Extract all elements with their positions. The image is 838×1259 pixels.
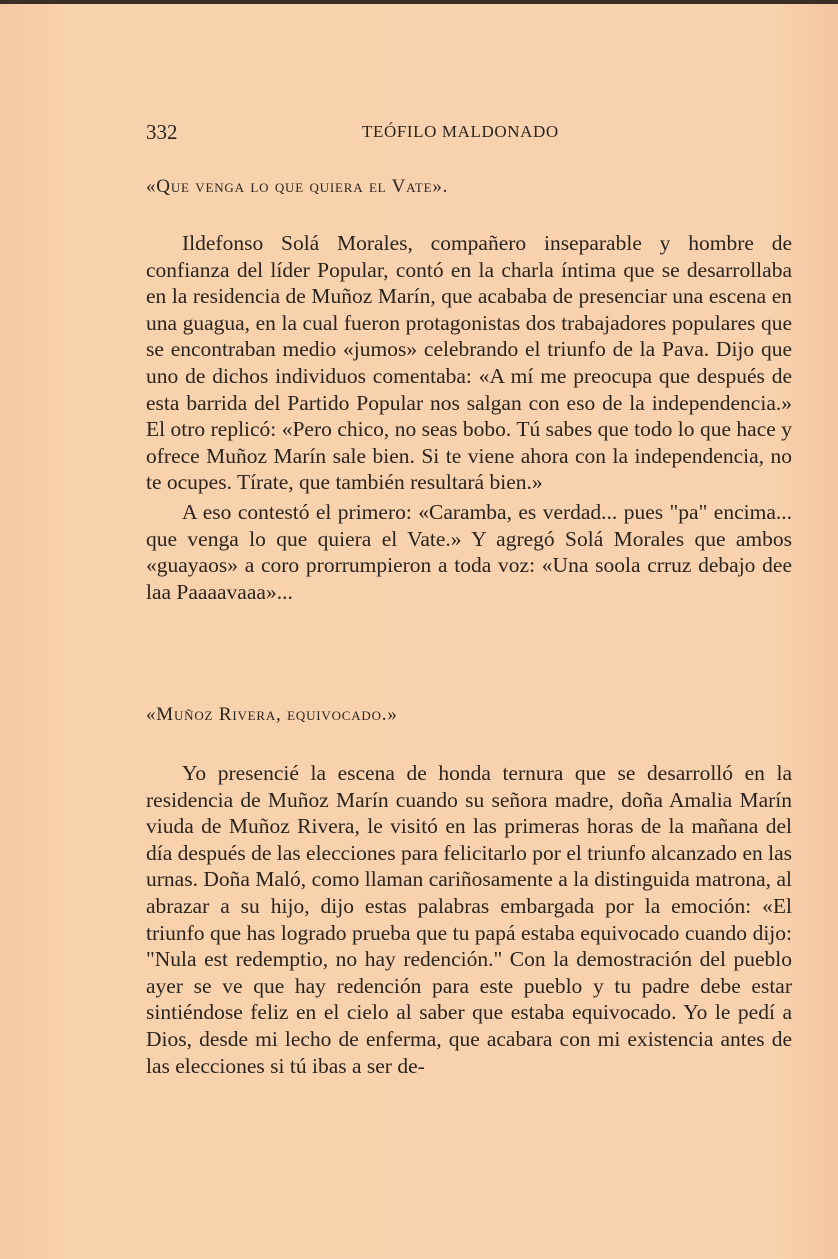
section-1-paragraph-1: Ildefonso Solá Morales, compañero inseparable y hombre de confianza del líder Popular, contó en la charla íntima que se desarrollaba en la residencia de Muñoz Marín, que acababa de presenciar una escena en una guagua, en la cual fueron protagonistas dos trabajadores populares que se encontraban medio «jumos» celebrando el triunfo de la Pava. Dijo que uno de dichos individuos comentaba: «A mí me preocupa que después de esta barrida del Partido Popular nos salgan con eso de la independencia.» El otro replicó: «Pero chico, no seas bobo. Tú sabes que todo lo que hace y ofrece Muñoz Marín sale bien. Si te viene ahora con la independencia, no te ocupes. Tírate, que también resultará bien.» bbox=[146, 231, 792, 495]
section-1-body bbox=[146, 230, 792, 605]
section-1-paragraph-2: A eso contestó el primero: «Caramba, es verdad... pues "pa" encima... que venga lo que quiera el Vate.» Y agregó Solá Morales que ambos «guayaos» a coro prorrumpieron a toda voz: «Una soola crruz debajo dee laa Paaaavaaa»... bbox=[146, 499, 792, 604]
page-header bbox=[146, 120, 792, 146]
section-title-2: «Muñoz Rivera, equivocado.» bbox=[146, 704, 398, 725]
page-top-edge bbox=[0, 0, 838, 4]
section-2-body bbox=[146, 760, 792, 1079]
page-number: 332 bbox=[146, 120, 178, 144]
section-2-paragraph-1: Yo presencié la escena de honda ternura que se desarrolló en la residencia de Muñoz Marín cuando su señora madre, doña Amalia Marín viuda de Muñoz Rivera, le visitó en las primeras horas de la mañana del día después de las elecciones para felicitarlo por el triunfo alcanzado en las urnas. Doña Maló, como llaman cariñosamente a la distinguida matrona, al abrazar a su hijo, dijo estas palabras embargada por la emoción: «El triunfo que has logrado prueba que tu papá estaba equivocado cuando dijo: "Nula est redemptio, no hay redención." Con la demostración del pueblo ayer se ve que hay redención para este pueblo y tu padre debe estar sintiéndose feliz en el cielo al saber que estaba equivocado. Yo le pedí a Dios, desde mi lecho de enferma, que acabara con mi existencia antes de las elecciones si tú ibas a ser de- bbox=[146, 761, 792, 1078]
running-head: TEÓFILO MALDONADO bbox=[362, 122, 559, 141]
section-title-1: «Que venga lo que quiera el Vate». bbox=[146, 176, 449, 197]
